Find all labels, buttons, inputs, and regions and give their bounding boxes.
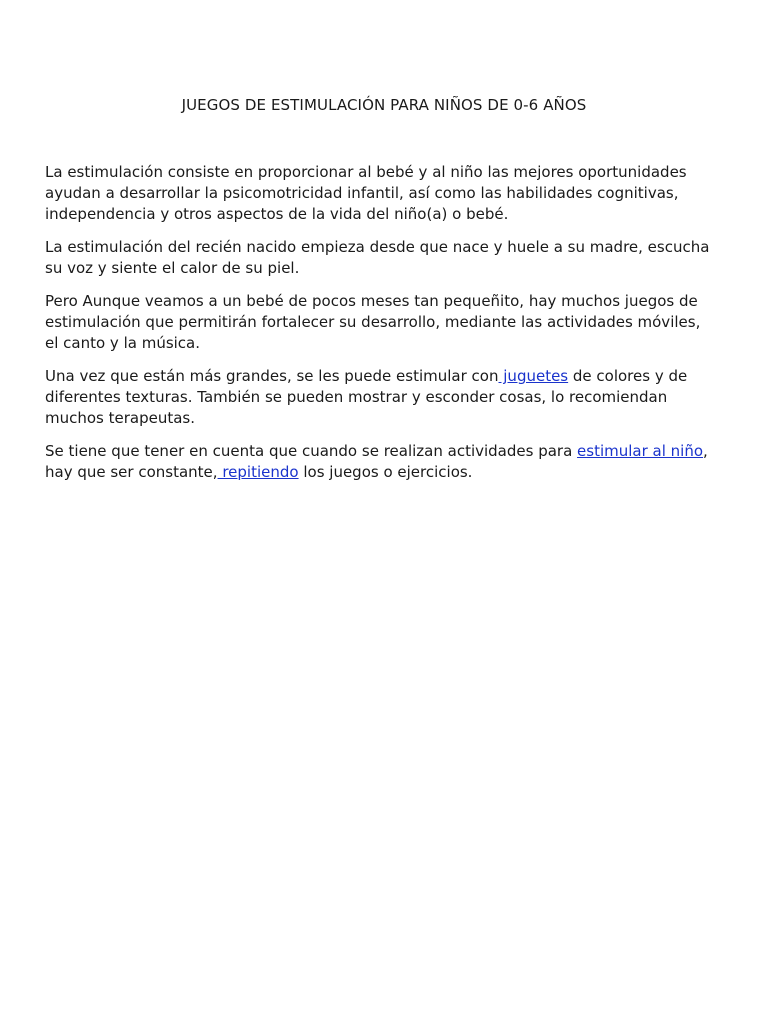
estimular-al-nino-link[interactable]: estimular al niño [577,442,704,460]
repitiendo-link[interactable]: repitiendo [217,463,299,481]
paragraph-2: La estimulación del recién nacido empieza desde que nace y huele a su madre, escucha su voz y siente el calor de su piel. [45,238,710,277]
paragraph-5-text-before: Se tiene que tener en cuenta que cuando se realizan actividades para [45,442,578,460]
juguetes-link[interactable]: juguetes [498,367,569,385]
paragraph-4 [45,366,725,429]
document-body [45,162,725,495]
paragraph-5-text-middle: , hay que ser constante, [45,442,708,481]
paragraph-3: Pero Aunque veamos a un bebé de pocos meses tan pequeñito, hay muchos juegos de estimulación que permitirán fortalecer su desarrollo, mediante las actividades móviles, el canto y la música. [45,292,701,352]
paragraph-5-text-after: los juegos o ejercicios. [298,463,473,481]
paragraph-5 [45,441,725,483]
paragraph-4-text-before: Una vez que están más grandes, se les puede estimular con [45,367,499,385]
paragraph-1: La estimulación consiste en proporcionar al bebé y al niño las mejores oportunidades ayudan a desarrollar la psicomotricidad infantil, así como las habilidades cognitivas, independencia y otros aspectos de la vida del niño(a) o bebé. [45,163,687,223]
paragraph-4-text-after: de colores y de diferentes texturas. También se pueden mostrar y esconder cosas, lo recomiendan muchos terapeutas. [45,367,688,427]
document-title: JUEGOS DE ESTIMULACIÓN PARA NIÑOS DE 0-6 AÑOS [181,96,587,114]
